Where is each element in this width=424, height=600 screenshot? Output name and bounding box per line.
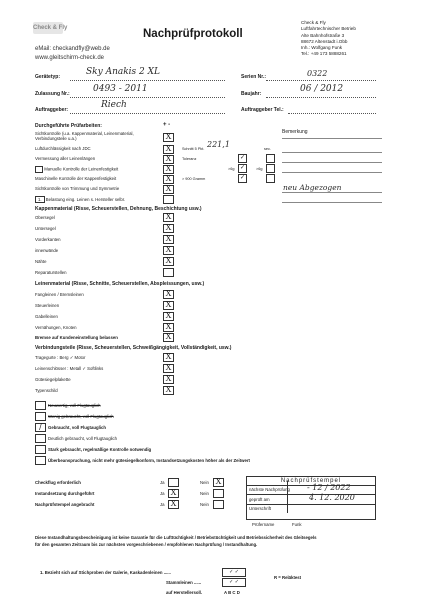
kappe-row-label: Obersegel [35, 215, 55, 220]
pruef-row-label: Sichtkontrolle von Trimmung und Symmetrie [35, 186, 120, 191]
leinen-checkbox[interactable]: X [163, 290, 174, 299]
verbindung-checkbox[interactable]: X [163, 353, 174, 362]
ja-checkbox[interactable]: X [168, 500, 179, 509]
ja-label: Ja [160, 491, 165, 496]
sixmm-label-2: >6g [256, 167, 263, 171]
kappe-row-label: Nähte [35, 259, 47, 264]
email[interactable]: eMail: checkandfly@web.de [35, 46, 110, 52]
check-row-label: Instandsetzung durchgeführt [35, 491, 95, 496]
auftraggeber-tel-label: Auftraggeber Tel.: [241, 107, 284, 113]
leinen-checkbox[interactable]: X [163, 323, 174, 332]
serien-value[interactable]: 0322 [307, 69, 328, 78]
auftraggeber-label: Auftraggeber: [35, 107, 69, 113]
footer-item1: 1. Bezieht sich auf Stichproben der Galerie, Kaskadenleinen ...... [40, 570, 171, 575]
gramm-checkbox[interactable]: ✓ [239, 174, 246, 181]
sixmm-checkbox[interactable]: ✓ [239, 164, 246, 171]
zustand-label: Überbeanspruchung, nicht mehr gütesiegelkonform, Instandsetzungskosten höher als der Zeitwert [48, 458, 250, 463]
kappe-checkbox[interactable]: X [163, 213, 174, 222]
logo: Check & Fly [33, 22, 63, 34]
unterschrift-label: Unterschrift [249, 506, 271, 511]
pruef-row-label: Maschinelle Kontrolle der Kappenfestigkeit [35, 176, 117, 181]
naechste-value[interactable]: - 12 / 2022 [307, 483, 351, 492]
zustand-label: Stark gebraucht, regelmäßige Kontrolle notwendig [48, 447, 152, 452]
zustand-label: Wenig gebraucht, voll Flugtauglich [48, 414, 114, 419]
pruef-checkbox[interactable]: X [163, 175, 174, 184]
sixmm-label: >6g [228, 167, 235, 171]
leinen-row-label: Fangleinen / Bremsleinen [35, 292, 84, 297]
company-line: Check & Fly [301, 20, 326, 25]
pruefstempel [246, 476, 376, 520]
nein-checkbox[interactable] [213, 500, 224, 509]
kappe-checkbox[interactable]: X [163, 224, 174, 233]
toleranz-label: Toleranz [182, 157, 197, 161]
kappe-checkbox[interactable]: X [163, 235, 174, 244]
zulassung-label: Zulassung Nr.: [35, 91, 70, 97]
company-line: Inh.: Wolfgang Funk [301, 45, 343, 51]
pruef-row-label: Sichtkontrolle (u.a. Kappenmaterial, Leinenmaterial, Verbindungsteile u.a.) [35, 131, 134, 141]
zustand-checkbox[interactable] [35, 434, 46, 443]
baujahr-label: Baujahr: [241, 91, 262, 97]
nein-label: Nein [200, 491, 209, 496]
company-line: Luftfahrtechnischer Betrieb [301, 26, 356, 32]
verbindung-row-label: Tragegurte : Berg ✓ Motor [35, 355, 86, 360]
pruefername-value: Funk [292, 522, 302, 527]
disclaimer-line: Diese Instandhaltungsbescheinigung ist keine Garantie für die Lufttüchtigkeit / Betriebstüchtigkeit und Betriebssicherheit des Gleitsegels [35, 535, 317, 540]
ja-label: Ja [160, 502, 165, 507]
pruef-checkbox[interactable]: X [163, 185, 174, 194]
kappe-title: Kappenmaterial (Risse, Scheuerstellen, Dehnung, Beschichtung usw.) [35, 206, 202, 212]
zustand-label: Deutlich gebraucht, voll Flugtauglich [48, 436, 118, 441]
nein-label: Nein [200, 502, 209, 507]
leinen-row-label: Steuerleinen [35, 303, 60, 308]
check-row-label: Checkflug erforderlich [35, 480, 81, 485]
plus-minus-header: + - [163, 122, 171, 128]
verbindung-checkbox[interactable]: X [163, 386, 174, 395]
company-line: Tel.: +49 173 5888261 [301, 51, 347, 57]
pruef-row-label: Manuelle Kontrolle der Leinenfestigkeit [35, 166, 118, 173]
zustand-label: Neuwertig, voll Flugtauglich [48, 403, 101, 408]
website[interactable]: www.gleitschirm-check.de [35, 55, 105, 61]
company-line: 88672 Altenstadt i.Obb [301, 38, 348, 44]
check-row-label: Nachprüfstempel angebracht [35, 502, 95, 507]
zustand-checkbox[interactable] [35, 401, 46, 410]
footer-val1-box[interactable]: ✓ ✓ [222, 568, 246, 577]
serien-label: Serien Nr.: [241, 74, 267, 80]
gramm-label: > 900 Gramm [182, 177, 206, 181]
verbindung-checkbox[interactable]: X [163, 375, 174, 384]
naechste-label: nächste Nachprüfung [249, 487, 290, 492]
toleranz-checkbox[interactable] [266, 154, 275, 163]
kappe-row-label: Untersegel [35, 226, 56, 231]
verbindung-row-label: Leinenschlösser : Metall ✓ Softlinks [35, 366, 104, 371]
zustand-checkbox[interactable] [35, 456, 46, 465]
leinen-row-label: Bremse auf Kundeneinstellung belassen [35, 335, 118, 340]
ja-checkbox[interactable] [168, 478, 179, 487]
sixmm-checkbox[interactable] [266, 164, 275, 173]
zustand-checkbox[interactable] [35, 412, 46, 421]
zustand-checkbox[interactable]: / [35, 423, 46, 432]
pruef-row-label: 1. Belastung eing. Leinen s. Hersteller selbr. [35, 196, 125, 203]
leinen-checkbox[interactable]: X [163, 312, 174, 321]
stempel-title: Nachprüfstempel [247, 477, 375, 486]
schnitt-label: Schnitt 5 Pkt. [182, 147, 205, 151]
zustand-label: Gebraucht, voll Flugtauglich [48, 425, 107, 430]
kappe-row-label: innenwände [35, 248, 59, 253]
schnitt-value[interactable]: 221,1 [207, 140, 230, 149]
sec-label: sec. [264, 147, 271, 151]
verbindung-row-label: Gütesiegelplakette [35, 377, 71, 382]
pruef-title: Durchgeführte Prüfarbeiten: [35, 123, 102, 129]
kappe-checkbox[interactable]: X [163, 246, 174, 255]
leinen-row-label: Vernähungen, Knoten [35, 325, 77, 330]
nein-label: Nein [200, 480, 209, 485]
footer-stammleinen: Stammleinen ...... [166, 580, 202, 585]
verbindung-title: Verbindungsteile (Risse, Scheuerstellen, Schweißgängigkeit, Vollständigkeit, usw.) [35, 345, 232, 351]
footer-hersteller: auf Herstellersoll. [166, 590, 203, 595]
company-address [301, 20, 356, 58]
verbindung-checkbox[interactable]: X [163, 364, 174, 373]
zulassung-value[interactable]: 0493 - 2011 [93, 84, 148, 94]
manual-checkbox[interactable] [35, 166, 43, 173]
ja-checkbox[interactable]: X [168, 489, 179, 498]
gramm-checkbox[interactable] [266, 174, 275, 183]
leinen-checkbox[interactable]: X [163, 301, 174, 310]
nein-checkbox[interactable] [213, 489, 224, 498]
geraetetyp-value[interactable]: Sky Anakis 2 XL [86, 67, 161, 77]
zustand-checkbox[interactable] [35, 445, 46, 454]
footer-val2-box[interactable]: ✓ ✓ [222, 578, 246, 587]
bemerkung-header: Bemerkung [282, 129, 308, 135]
pruef-checkbox[interactable] [163, 195, 174, 204]
pruef-checkbox[interactable]: X [163, 155, 174, 164]
company-line: Alte Bahnhofstraße 3 [301, 32, 345, 38]
bemerkung-note[interactable]: neu Abgezogen [283, 183, 342, 192]
ja-label: Ja [160, 480, 165, 485]
pruef-checkbox[interactable]: X [163, 133, 174, 142]
nein-checkbox[interactable]: X [213, 478, 224, 487]
geraetetyp-label: Gerätetyp: [35, 74, 61, 80]
pruef-checkbox[interactable]: X [163, 145, 174, 154]
kappe-row-label: Vorderkanten [35, 237, 61, 242]
kappe-checkbox[interactable]: X [163, 257, 174, 266]
disclaimer-line: für den gesamten Zeitraum bis zur nächsten vorgeschriebenen / empfohlenen Nachprüfung / Instandhaltung. [35, 542, 258, 547]
kappe-row-label: Reparaturstellen [35, 270, 67, 275]
leinen-row-label: Gabelleinen [35, 314, 58, 319]
kappe-checkbox[interactable] [163, 268, 174, 277]
footer-letters: A B C D [224, 590, 240, 595]
verbindung-row-label: Typenschild [35, 388, 58, 393]
geprueft-value[interactable]: 4. 12. 2020 [309, 493, 355, 502]
page-title: Nachprüfprotokoll [143, 28, 243, 40]
pruef-row-label: Vermessung aller Leinenlängen [35, 156, 96, 161]
pruef-checkbox[interactable]: X [163, 165, 174, 174]
leinen-checkbox[interactable]: X [163, 333, 174, 342]
pruef-row-label: Luftdurchlässigkeit nach JDC [35, 146, 91, 151]
pruefername-label: Prüfername [252, 522, 275, 527]
toleranz-checkbox[interactable]: ✓ [239, 154, 246, 161]
leinen-title: Leinenmaterial (Risse, Schnitte, Scheuerstellen, Abspleissungen, usw.) [35, 281, 205, 287]
r-label: R = Reläktest [274, 575, 302, 580]
geprueft-label: geprüft am [249, 497, 270, 502]
baujahr-value[interactable]: 06 / 2012 [300, 84, 344, 94]
auftraggeber-value[interactable]: Riech [101, 100, 127, 110]
